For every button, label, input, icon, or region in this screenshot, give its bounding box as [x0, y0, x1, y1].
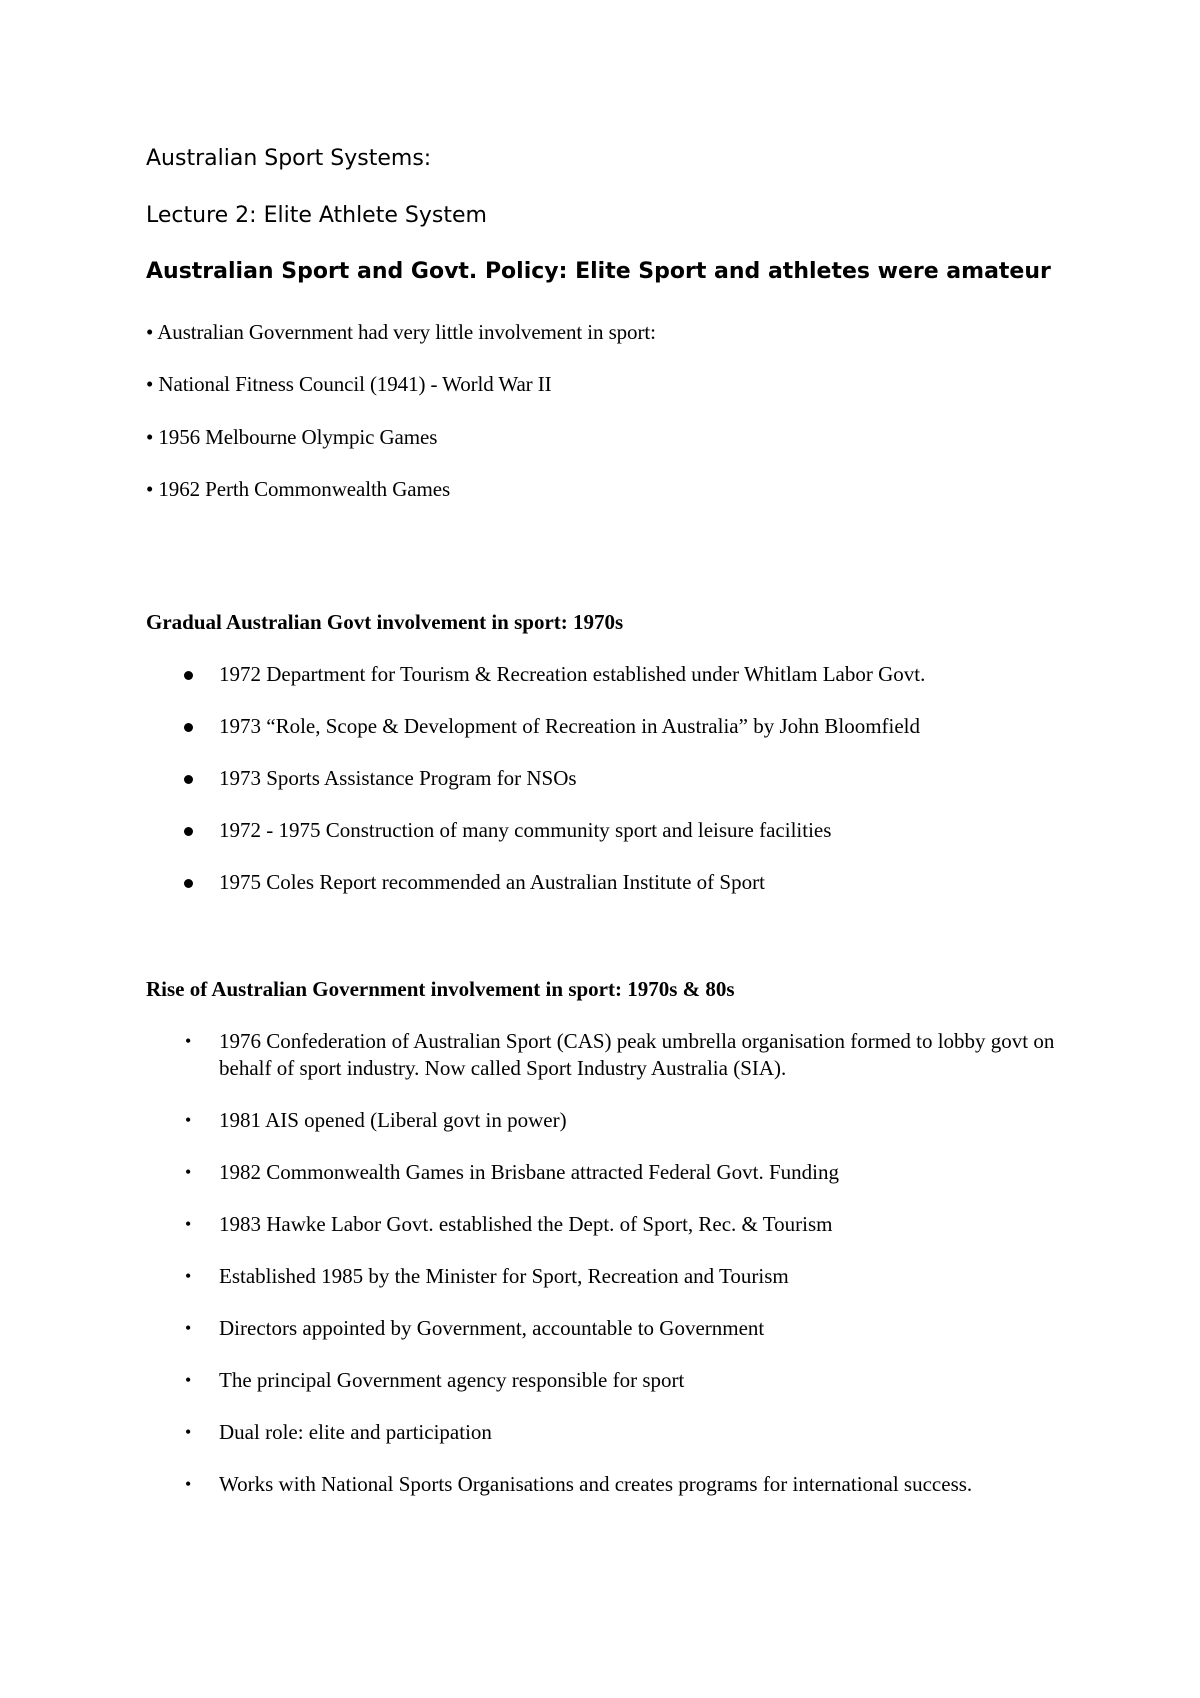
list-item — [0, 869, 1069, 896]
bullet-dot-icon — [184, 723, 193, 732]
list-item — [0, 1471, 1069, 1498]
bullet-icon: • — [185, 1370, 192, 1390]
bullet-icon: • — [185, 1110, 192, 1130]
bullet-icon: • — [185, 1214, 192, 1234]
list-item — [0, 1367, 1069, 1394]
list-item-text: Established 1985 by the Minister for Sport, Recreation and Tourism — [219, 1264, 789, 1288]
list-item — [0, 661, 1069, 688]
intro-item: • 1956 Melbourne Olympic Games — [146, 425, 438, 449]
list-item — [0, 1263, 1069, 1290]
list-item — [0, 713, 1069, 740]
bullet-icon: • — [185, 1162, 192, 1182]
intro-item: • 1962 Perth Commonwealth Games — [146, 477, 451, 501]
list-item-text: Works with National Sports Organisations and creates programs for international success. — [219, 1472, 973, 1496]
bullet-icon: • — [185, 1318, 192, 1338]
bullet-icon: • — [185, 1031, 192, 1051]
bullet-list-1970s — [0, 661, 1200, 896]
list-item-text: 1982 Commonwealth Games in Brisbane attracted Federal Govt. Funding — [219, 1160, 839, 1184]
intro-item: • National Fitness Council (1941) - World War II — [146, 372, 552, 396]
intro-item: • Australian Government had very little involvement in sport: — [146, 320, 656, 344]
list-item — [0, 1211, 1069, 1238]
list-item-text: 1973 Sports Assistance Program for NSOs — [219, 766, 577, 790]
list-item — [0, 1315, 1069, 1342]
list-item-text: 1976 Confederation of Australian Sport (CAS) peak umbrella organisation formed to lobby govt on behalf of sport industry. Now called Sport Industry Australia (SIA). — [219, 1029, 1055, 1080]
list-item-text: Directors appointed by Government, accountable to Government — [219, 1316, 765, 1340]
list-item-text: 1975 Coles Report recommended an Australian Institute of Sport — [219, 870, 765, 894]
list-item — [0, 1159, 1069, 1186]
list-item — [0, 817, 1069, 844]
list-item — [0, 1419, 1069, 1446]
bullet-icon: • — [185, 1266, 192, 1286]
section-heading-1970s: Gradual Australian Govt involvement in sport: 1970s — [146, 610, 624, 634]
document-title: Australian Sport Systems: — [146, 146, 432, 171]
lecture-title: Lecture 2: Elite Athlete System — [146, 203, 487, 228]
section-heading-1970s-80s: Rise of Australian Government involvement in sport: 1970s & 80s — [146, 977, 735, 1001]
list-item-text: 1972 Department for Tourism & Recreation established under Whitlam Labor Govt. — [219, 662, 926, 686]
list-item-text: 1973 “Role, Scope & Development of Recreation in Australia” by John Bloomfield — [219, 714, 921, 738]
list-item — [0, 1028, 1069, 1082]
list-item — [0, 765, 1069, 792]
list-item-text: Dual role: elite and participation — [219, 1420, 492, 1444]
bullet-dot-icon — [184, 671, 193, 680]
list-item — [0, 1107, 1069, 1134]
list-item-text: 1983 Hawke Labor Govt. established the Dept. of Sport, Rec. & Tourism — [219, 1212, 833, 1236]
bullet-dot-icon — [184, 879, 193, 888]
bullet-list-1970s-80s — [0, 1028, 1200, 1498]
bullet-icon: • — [185, 1474, 192, 1494]
main-heading: Australian Sport and Govt. Policy: Elite Sport and athletes were amateur — [146, 259, 1051, 284]
bullet-dot-icon — [184, 775, 193, 784]
list-item-text: The principal Government agency responsible for sport — [219, 1368, 685, 1392]
bullet-icon: • — [185, 1422, 192, 1442]
list-item-text: 1972 - 1975 Construction of many community sport and leisure facilities — [219, 818, 832, 842]
list-item-text: 1981 AIS opened (Liberal govt in power) — [219, 1108, 567, 1132]
bullet-dot-icon — [184, 827, 193, 836]
